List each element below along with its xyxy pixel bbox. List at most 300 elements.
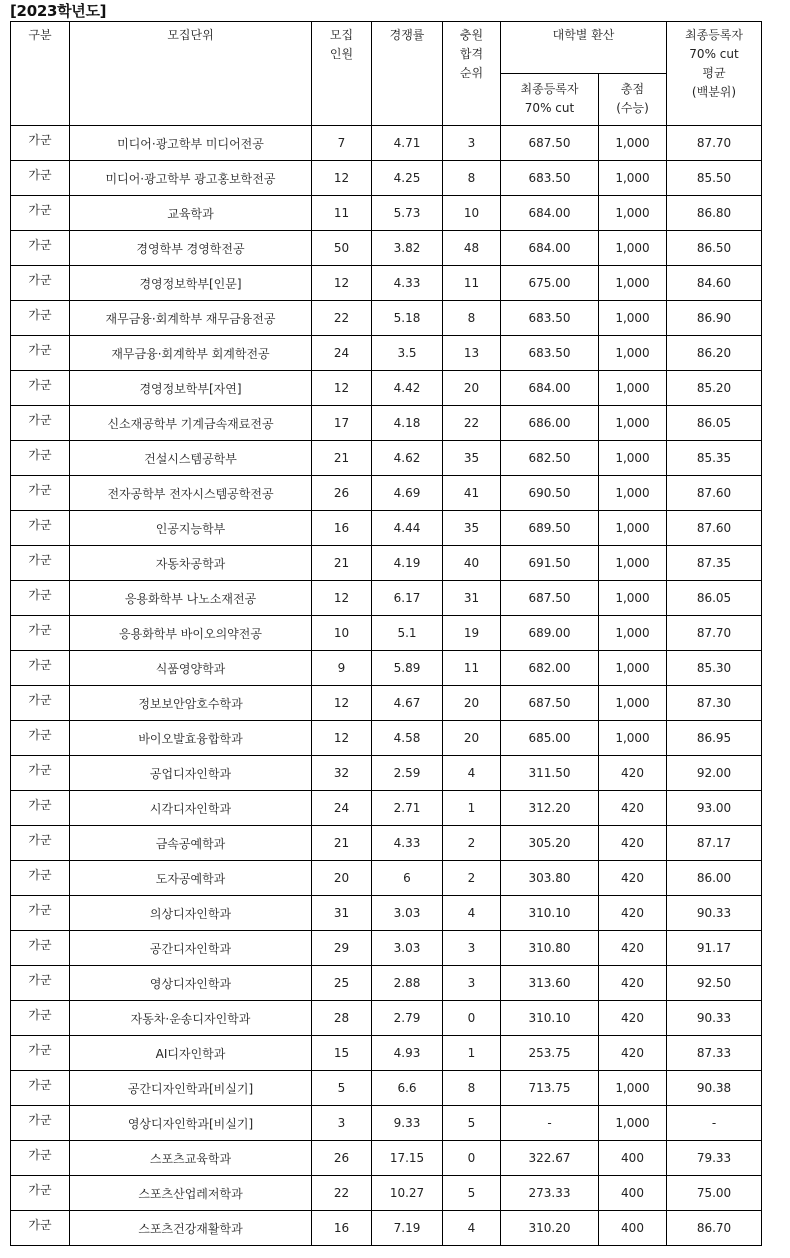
cell-conv-total: 420 (599, 791, 667, 826)
header-conv-total-line: (수능) (616, 101, 649, 115)
cell-unit: 전자공학부 전자시스템공학전공 (70, 476, 312, 511)
header-waitlist-line: 합격 (459, 47, 484, 61)
cell-competition: 2.79 (372, 1001, 443, 1036)
cell-final-avg: 86.70 (667, 1211, 762, 1246)
cell-waitlist: 20 (443, 371, 501, 406)
cell-final-avg: 86.95 (667, 721, 762, 756)
table-row (11, 511, 762, 546)
cell-conv-total: 1,000 (599, 406, 667, 441)
cell-quota: 24 (312, 791, 372, 826)
cell-conv-cut: 691.50 (501, 546, 599, 581)
cell-waitlist: 2 (443, 861, 501, 896)
cell-conv-total: 1,000 (599, 161, 667, 196)
table-body (11, 126, 762, 1246)
admission-results-table (10, 21, 762, 1246)
cell-waitlist: 3 (443, 966, 501, 1001)
cell-conv-total: 420 (599, 966, 667, 1001)
cell-quota: 12 (312, 266, 372, 301)
cell-conv-cut: 689.50 (501, 511, 599, 546)
cell-gubun: 가군 (11, 966, 70, 1001)
cell-waitlist: 20 (443, 686, 501, 721)
header-conv-cut-line: 최종등록자 (520, 82, 579, 96)
cell-competition: 2.88 (372, 966, 443, 1001)
table-row (11, 1036, 762, 1071)
cell-conv-cut: 310.20 (501, 1211, 599, 1246)
cell-quota: 17 (312, 406, 372, 441)
cell-final-avg: 86.20 (667, 336, 762, 371)
cell-final-avg: 85.30 (667, 651, 762, 686)
cell-waitlist: 8 (443, 301, 501, 336)
cell-competition: 3.03 (372, 931, 443, 966)
table-row (11, 406, 762, 441)
cell-conv-cut: 311.50 (501, 756, 599, 791)
cell-competition: 4.18 (372, 406, 443, 441)
cell-conv-cut: - (501, 1106, 599, 1141)
cell-unit: 스포츠교육학과 (70, 1141, 312, 1176)
cell-unit: 바이오발효융합학과 (70, 721, 312, 756)
header-quota-line: 인원 (329, 47, 354, 61)
cell-waitlist: 5 (443, 1176, 501, 1211)
cell-conv-total: 1,000 (599, 196, 667, 231)
cell-conv-total: 1,000 (599, 546, 667, 581)
table-row (11, 581, 762, 616)
cell-waitlist: 10 (443, 196, 501, 231)
cell-quota: 50 (312, 231, 372, 266)
cell-unit: 자동차·운송디자인학과 (70, 1001, 312, 1036)
cell-waitlist: 1 (443, 1036, 501, 1071)
table-row (11, 196, 762, 231)
cell-gubun: 가군 (11, 651, 70, 686)
cell-conv-total: 1,000 (599, 441, 667, 476)
cell-final-avg: 75.00 (667, 1176, 762, 1211)
cell-conv-cut: 690.50 (501, 476, 599, 511)
table-row (11, 161, 762, 196)
cell-quota: 28 (312, 1001, 372, 1036)
cell-competition: 4.71 (372, 126, 443, 161)
cell-competition: 5.89 (372, 651, 443, 686)
cell-final-avg: 87.70 (667, 126, 762, 161)
cell-final-avg: 87.30 (667, 686, 762, 721)
cell-gubun: 가군 (11, 476, 70, 511)
document-title: [2023학년도] (10, 2, 107, 20)
cell-competition: 3.03 (372, 896, 443, 931)
header-conv-total-line: 총점 (620, 82, 645, 96)
cell-competition: 7.19 (372, 1211, 443, 1246)
cell-quota: 5 (312, 1071, 372, 1106)
cell-gubun: 가군 (11, 266, 70, 301)
header-conversion-group: 대학별 환산 (501, 22, 667, 74)
cell-waitlist: 4 (443, 1211, 501, 1246)
cell-gubun: 가군 (11, 406, 70, 441)
table-row (11, 1106, 762, 1141)
cell-competition: 5.1 (372, 616, 443, 651)
cell-conv-total: 420 (599, 931, 667, 966)
cell-conv-total: 1,000 (599, 266, 667, 301)
cell-gubun: 가군 (11, 126, 70, 161)
cell-competition: 6 (372, 861, 443, 896)
cell-conv-total: 1,000 (599, 511, 667, 546)
cell-final-avg: 90.33 (667, 896, 762, 931)
cell-final-avg: 93.00 (667, 791, 762, 826)
cell-final-avg: 85.35 (667, 441, 762, 476)
header-final-avg-line: (백분위) (691, 85, 737, 99)
table-row (11, 686, 762, 721)
cell-conv-total: 1,000 (599, 231, 667, 266)
cell-quota: 21 (312, 546, 372, 581)
cell-conv-total: 420 (599, 896, 667, 931)
cell-unit: 응용화학부 나노소재전공 (70, 581, 312, 616)
cell-conv-total: 1,000 (599, 371, 667, 406)
cell-conv-cut: 310.80 (501, 931, 599, 966)
cell-unit: 미디어·광고학부 미디어전공 (70, 126, 312, 161)
cell-conv-cut: 310.10 (501, 1001, 599, 1036)
cell-unit: 도자공예학과 (70, 861, 312, 896)
table-row (11, 266, 762, 301)
cell-conv-cut: 253.75 (501, 1036, 599, 1071)
cell-quota: 32 (312, 756, 372, 791)
cell-competition: 2.71 (372, 791, 443, 826)
table-row (11, 476, 762, 511)
cell-gubun: 가군 (11, 686, 70, 721)
header-waitlist (443, 22, 501, 126)
cell-conv-total: 1,000 (599, 126, 667, 161)
cell-competition: 3.5 (372, 336, 443, 371)
table-row (11, 616, 762, 651)
table-row (11, 1001, 762, 1036)
cell-conv-cut: 685.00 (501, 721, 599, 756)
cell-waitlist: 11 (443, 266, 501, 301)
cell-gubun: 가군 (11, 511, 70, 546)
cell-conv-cut: 713.75 (501, 1071, 599, 1106)
cell-final-avg: 86.90 (667, 301, 762, 336)
cell-final-avg: 86.05 (667, 406, 762, 441)
cell-conv-cut: 687.50 (501, 126, 599, 161)
cell-gubun: 가군 (11, 1141, 70, 1176)
cell-final-avg: 87.60 (667, 476, 762, 511)
cell-final-avg: 85.20 (667, 371, 762, 406)
header-conv-cut-line: 70% cut (524, 101, 575, 115)
table-row (11, 931, 762, 966)
header-waitlist-line: 순위 (459, 66, 484, 80)
cell-final-avg: 87.60 (667, 511, 762, 546)
cell-quota: 15 (312, 1036, 372, 1071)
cell-conv-total: 1,000 (599, 616, 667, 651)
cell-conv-cut: 683.50 (501, 301, 599, 336)
cell-quota: 31 (312, 896, 372, 931)
cell-quota: 12 (312, 371, 372, 406)
cell-final-avg: 86.80 (667, 196, 762, 231)
table-row (11, 371, 762, 406)
table-row (11, 441, 762, 476)
cell-conv-total: 420 (599, 861, 667, 896)
header-gubun: 구분 (11, 22, 70, 126)
cell-competition: 4.67 (372, 686, 443, 721)
cell-unit: AI디자인학과 (70, 1036, 312, 1071)
cell-quota: 12 (312, 581, 372, 616)
cell-final-avg: 86.05 (667, 581, 762, 616)
table-row (11, 756, 762, 791)
cell-competition: 5.18 (372, 301, 443, 336)
cell-waitlist: 11 (443, 651, 501, 686)
cell-gubun: 가군 (11, 1036, 70, 1071)
cell-competition: 6.17 (372, 581, 443, 616)
header-conv-total (599, 74, 667, 126)
cell-conv-cut: 684.00 (501, 371, 599, 406)
cell-gubun: 가군 (11, 336, 70, 371)
cell-waitlist: 8 (443, 161, 501, 196)
cell-waitlist: 4 (443, 756, 501, 791)
cell-conv-total: 420 (599, 1001, 667, 1036)
header-quota (312, 22, 372, 126)
cell-final-avg: 86.50 (667, 231, 762, 266)
cell-quota: 16 (312, 1211, 372, 1246)
cell-gubun: 가군 (11, 826, 70, 861)
cell-gubun: 가군 (11, 1001, 70, 1036)
cell-quota: 22 (312, 301, 372, 336)
cell-final-avg: 92.50 (667, 966, 762, 1001)
cell-conv-cut: 322.67 (501, 1141, 599, 1176)
cell-unit: 영상디자인학과[비실기] (70, 1106, 312, 1141)
cell-competition: 5.73 (372, 196, 443, 231)
cell-conv-total: 1,000 (599, 686, 667, 721)
cell-unit: 경영학부 경영학전공 (70, 231, 312, 266)
table-row (11, 1141, 762, 1176)
header-final-avg-line: 70% cut (689, 47, 739, 61)
table-row (11, 826, 762, 861)
cell-quota: 21 (312, 826, 372, 861)
cell-conv-cut: 303.80 (501, 861, 599, 896)
cell-gubun: 가군 (11, 931, 70, 966)
cell-final-avg: 87.17 (667, 826, 762, 861)
cell-unit: 경영정보학부[인문] (70, 266, 312, 301)
cell-competition: 4.33 (372, 826, 443, 861)
cell-unit: 시각디자인학과 (70, 791, 312, 826)
cell-conv-cut: 684.00 (501, 231, 599, 266)
cell-competition: 4.25 (372, 161, 443, 196)
cell-quota: 12 (312, 686, 372, 721)
cell-quota: 20 (312, 861, 372, 896)
header-final-avg-line: 평균 (702, 66, 726, 80)
cell-gubun: 가군 (11, 231, 70, 266)
cell-conv-cut: 683.50 (501, 161, 599, 196)
cell-conv-cut: 684.00 (501, 196, 599, 231)
cell-unit: 영상디자인학과 (70, 966, 312, 1001)
cell-gubun: 가군 (11, 896, 70, 931)
cell-quota: 24 (312, 336, 372, 371)
cell-waitlist: 48 (443, 231, 501, 266)
header-quota-line: 모집 (329, 28, 354, 42)
cell-unit: 공간디자인학과 (70, 931, 312, 966)
cell-unit: 공간디자인학과[비실기] (70, 1071, 312, 1106)
cell-competition: 4.33 (372, 266, 443, 301)
cell-waitlist: 19 (443, 616, 501, 651)
cell-conv-total: 1,000 (599, 1071, 667, 1106)
cell-final-avg: 87.70 (667, 616, 762, 651)
cell-waitlist: 4 (443, 896, 501, 931)
cell-competition: 10.27 (372, 1176, 443, 1211)
cell-quota: 12 (312, 161, 372, 196)
cell-unit: 재무금융·회계학부 회계학전공 (70, 336, 312, 371)
table-row (11, 861, 762, 896)
cell-conv-total: 1,000 (599, 721, 667, 756)
cell-unit: 스포츠건강재활학과 (70, 1211, 312, 1246)
cell-quota: 7 (312, 126, 372, 161)
cell-quota: 21 (312, 441, 372, 476)
table-row (11, 966, 762, 1001)
table-row (11, 721, 762, 756)
cell-waitlist: 5 (443, 1106, 501, 1141)
cell-quota: 29 (312, 931, 372, 966)
cell-gubun: 가군 (11, 791, 70, 826)
cell-gubun: 가군 (11, 1071, 70, 1106)
cell-unit: 공업디자인학과 (70, 756, 312, 791)
cell-conv-total: 420 (599, 1036, 667, 1071)
cell-quota: 10 (312, 616, 372, 651)
cell-gubun: 가군 (11, 861, 70, 896)
cell-gubun: 가군 (11, 721, 70, 756)
cell-waitlist: 13 (443, 336, 501, 371)
cell-waitlist: 41 (443, 476, 501, 511)
cell-quota: 22 (312, 1176, 372, 1211)
cell-quota: 9 (312, 651, 372, 686)
cell-final-avg: 92.00 (667, 756, 762, 791)
cell-gubun: 가군 (11, 161, 70, 196)
cell-conv-cut: 682.00 (501, 651, 599, 686)
cell-conv-total: 420 (599, 756, 667, 791)
cell-waitlist: 2 (443, 826, 501, 861)
cell-competition: 3.82 (372, 231, 443, 266)
cell-final-avg: 84.60 (667, 266, 762, 301)
cell-unit: 인공지능학부 (70, 511, 312, 546)
cell-waitlist: 20 (443, 721, 501, 756)
cell-waitlist: 3 (443, 931, 501, 966)
cell-unit: 신소재공학부 기계금속재료전공 (70, 406, 312, 441)
cell-waitlist: 40 (443, 546, 501, 581)
cell-conv-cut: 313.60 (501, 966, 599, 1001)
cell-quota: 26 (312, 476, 372, 511)
cell-unit: 응용화학부 바이오의약전공 (70, 616, 312, 651)
cell-competition: 4.42 (372, 371, 443, 406)
cell-waitlist: 3 (443, 126, 501, 161)
table-row (11, 546, 762, 581)
cell-gubun: 가군 (11, 196, 70, 231)
table-row (11, 231, 762, 266)
cell-waitlist: 0 (443, 1141, 501, 1176)
cell-unit: 의상디자인학과 (70, 896, 312, 931)
table-row (11, 336, 762, 371)
cell-conv-cut: 689.00 (501, 616, 599, 651)
cell-competition: 9.33 (372, 1106, 443, 1141)
cell-final-avg: 86.00 (667, 861, 762, 896)
cell-competition: 4.19 (372, 546, 443, 581)
cell-final-avg: 85.50 (667, 161, 762, 196)
cell-waitlist: 1 (443, 791, 501, 826)
cell-competition: 17.15 (372, 1141, 443, 1176)
cell-quota: 16 (312, 511, 372, 546)
header-final-avg-line: 최종등록자 (685, 28, 743, 42)
cell-final-avg: 90.33 (667, 1001, 762, 1036)
table-row (11, 1211, 762, 1246)
cell-final-avg: - (667, 1106, 762, 1141)
cell-competition: 2.59 (372, 756, 443, 791)
cell-waitlist: 35 (443, 511, 501, 546)
cell-conv-total: 1,000 (599, 651, 667, 686)
cell-competition: 4.44 (372, 511, 443, 546)
cell-unit: 건설시스템공학부 (70, 441, 312, 476)
cell-final-avg: 87.33 (667, 1036, 762, 1071)
cell-conv-total: 1,000 (599, 1106, 667, 1141)
cell-unit: 재무금융·회계학부 재무금융전공 (70, 301, 312, 336)
cell-conv-total: 1,000 (599, 476, 667, 511)
cell-conv-cut: 687.50 (501, 581, 599, 616)
cell-final-avg: 79.33 (667, 1141, 762, 1176)
table-row (11, 651, 762, 686)
cell-conv-total: 400 (599, 1176, 667, 1211)
cell-waitlist: 35 (443, 441, 501, 476)
cell-waitlist: 8 (443, 1071, 501, 1106)
table-row (11, 301, 762, 336)
cell-conv-total: 1,000 (599, 336, 667, 371)
cell-unit: 미디어·광고학부 광고홍보학전공 (70, 161, 312, 196)
header-final-avg (667, 22, 762, 126)
cell-unit: 자동차공학과 (70, 546, 312, 581)
header-competition: 경쟁률 (372, 22, 443, 126)
cell-quota: 25 (312, 966, 372, 1001)
cell-gubun: 가군 (11, 546, 70, 581)
header-waitlist-line: 충원 (459, 28, 484, 42)
cell-conv-cut: 682.50 (501, 441, 599, 476)
cell-gubun: 가군 (11, 1176, 70, 1211)
cell-waitlist: 31 (443, 581, 501, 616)
cell-gubun: 가군 (11, 756, 70, 791)
cell-final-avg: 90.38 (667, 1071, 762, 1106)
cell-conv-cut: 310.10 (501, 896, 599, 931)
cell-unit: 교육학과 (70, 196, 312, 231)
cell-gubun: 가군 (11, 371, 70, 406)
table-row (11, 896, 762, 931)
cell-waitlist: 0 (443, 1001, 501, 1036)
cell-quota: 26 (312, 1141, 372, 1176)
cell-unit: 금속공예학과 (70, 826, 312, 861)
cell-conv-total: 420 (599, 826, 667, 861)
table-row (11, 1176, 762, 1211)
cell-conv-total: 400 (599, 1141, 667, 1176)
cell-final-avg: 87.35 (667, 546, 762, 581)
cell-unit: 경영정보학부[자연] (70, 371, 312, 406)
cell-gubun: 가군 (11, 301, 70, 336)
cell-quota: 12 (312, 721, 372, 756)
cell-conv-cut: 675.00 (501, 266, 599, 301)
cell-gubun: 가군 (11, 1211, 70, 1246)
cell-gubun: 가군 (11, 616, 70, 651)
cell-unit: 스포츠산업레저학과 (70, 1176, 312, 1211)
table-row (11, 791, 762, 826)
cell-conv-cut: 687.50 (501, 686, 599, 721)
cell-gubun: 가군 (11, 441, 70, 476)
cell-final-avg: 91.17 (667, 931, 762, 966)
cell-unit: 식품영양학과 (70, 651, 312, 686)
cell-waitlist: 22 (443, 406, 501, 441)
cell-competition: 4.62 (372, 441, 443, 476)
cell-conv-total: 400 (599, 1211, 667, 1246)
cell-quota: 11 (312, 196, 372, 231)
table-row (11, 126, 762, 161)
table-row (11, 1071, 762, 1106)
cell-competition: 6.6 (372, 1071, 443, 1106)
cell-conv-total: 1,000 (599, 301, 667, 336)
cell-unit: 정보보안암호수학과 (70, 686, 312, 721)
cell-gubun: 가군 (11, 1106, 70, 1141)
